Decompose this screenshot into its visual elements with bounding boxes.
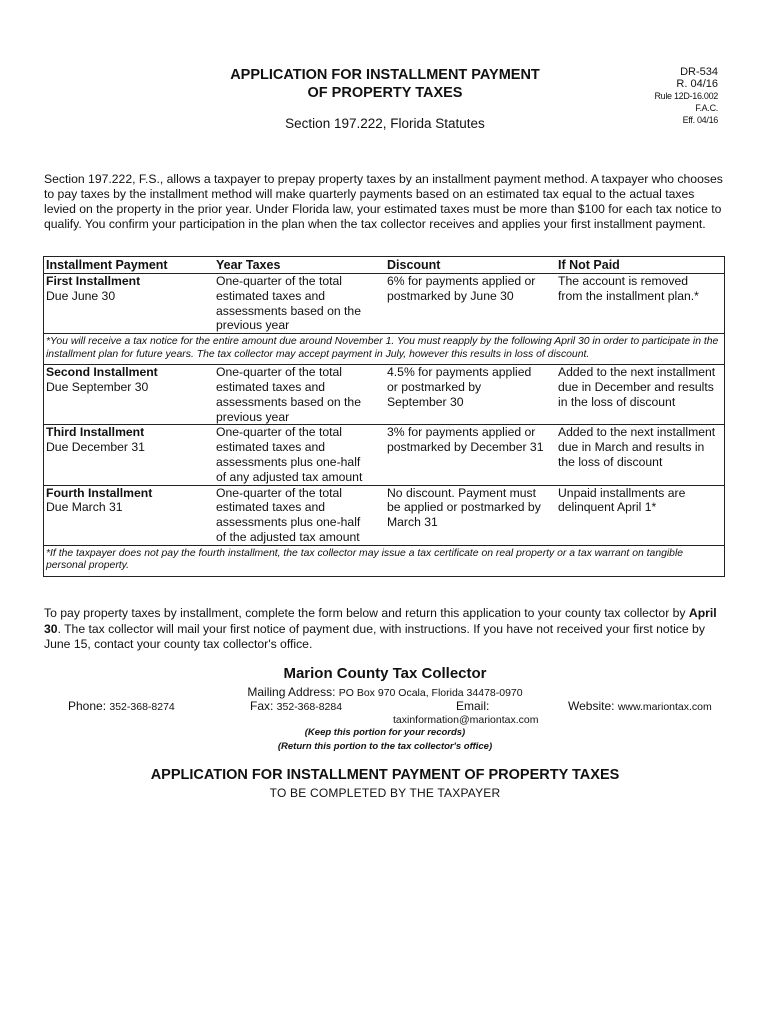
cell-line: 4.5% for payments applied <box>387 365 532 380</box>
cell-line: One-quarter of the total <box>216 425 343 440</box>
application-section-title: APPLICATION FOR INSTALLMENT PAYMENT OF PROPERTY TAXES <box>150 767 620 783</box>
fax-label: Fax: <box>250 699 277 713</box>
email-link[interactable]: taxinformation@mariontax.com <box>393 714 539 726</box>
cell-line: postmarked by December 31 <box>387 440 544 455</box>
installment-due: Due March 31 <box>46 500 123 515</box>
cell-line: of the adjusted tax amount <box>216 529 360 544</box>
fax-info <box>250 699 342 713</box>
intro-paragraph: Section 197.222, F.S., allows a taxpayer to prepay property taxes by an installment payment method. A taxpayer who chooses to pay taxes by the installment method will make quarterly payments based on an estimated tax equal to the actual taxes levied on the property in the prior year. Under Florida law, your estimated taxes must be more than $100 for each tax notice to qualify. You confirm your participation in the plan when the tax collector receives and applies your first installment payment. <box>44 172 723 231</box>
cell-line: assessments based on the <box>216 394 361 409</box>
cell-line: One-quarter of the total <box>216 365 343 380</box>
not-paid-cell <box>556 425 724 484</box>
table-row <box>44 485 724 545</box>
installment-cell <box>44 274 214 333</box>
cell-line: previous year <box>216 409 290 424</box>
cell-line: the loss of discount <box>558 454 663 469</box>
cell-line: One-quarter of the total <box>216 274 343 288</box>
mailing-value: PO Box 970 Ocala, Florida 34478-0970 <box>338 687 523 699</box>
year-taxes-cell <box>214 365 385 424</box>
installment-name: Second Installment <box>46 365 158 380</box>
cell-line: One-quarter of the total <box>216 485 343 500</box>
installment-table <box>43 256 725 577</box>
year-taxes-cell <box>214 274 385 333</box>
discount-cell <box>385 486 556 545</box>
table-header-row <box>44 257 724 274</box>
phone-value: 352-368-8274 <box>109 701 175 713</box>
installment-due: Due September 30 <box>46 379 149 394</box>
form-rule: Rule 12D-16.002 <box>654 91 718 101</box>
page-title-line2: OF PROPERTY TAXES <box>307 85 463 101</box>
cell-line: assessments plus one-half <box>216 515 361 530</box>
website-label: Website: <box>568 699 618 713</box>
cell-line: previous year <box>216 318 290 333</box>
return-portion-note: (Return this portion to the tax collector's office) <box>277 741 493 752</box>
discount-cell <box>385 425 556 484</box>
cell-line: due in March and results in <box>558 440 705 455</box>
installment-name: Fourth Installment <box>46 485 153 500</box>
cell-line: assessments based on the <box>216 303 361 318</box>
table-footnote-reapply: *You will receive a tax notice for the entire amount due around November 1. You must reapply by the following April 30 in order to participate in the installment plan for future years. The tax collector may accept payment in July, however this results in loss of discount. <box>44 333 724 365</box>
installment-cell <box>44 486 214 545</box>
email-label: Email: <box>456 699 490 713</box>
form-identifier <box>654 66 718 126</box>
cell-line: Unpaid installments are <box>558 485 686 500</box>
form-revision: R. 04/16 <box>676 78 718 90</box>
cell-line: September 30 <box>387 394 464 409</box>
phone-label: Phone: <box>68 699 110 713</box>
not-paid-cell <box>556 486 724 545</box>
cell-line: be applied or postmarked by <box>387 500 541 515</box>
page-title-line1: APPLICATION FOR INSTALLMENT PAYMENT <box>230 67 540 83</box>
application-section-subtitle: TO BE COMPLETED BY THE TAXPAYER <box>269 786 501 800</box>
header-if-not-paid: If Not Paid <box>558 258 620 272</box>
office-name: Marion County Tax Collector <box>283 665 487 682</box>
header-installment-payment: Installment Payment <box>46 258 168 272</box>
cell-line: assessments plus one-half <box>216 454 361 469</box>
phone-info <box>68 699 175 713</box>
form-number: DR-534 <box>680 66 718 78</box>
cell-line: postmarked by June 30 <box>387 288 514 303</box>
installment-due: Due June 30 <box>46 288 116 303</box>
cell-line: due in December and results <box>558 379 714 394</box>
instructions-after: . The tax collector will mail your first notice of payment due, with instructions. If you have not received your first notice by June 15, contact your county tax collector's office. <box>44 621 705 651</box>
cell-line: in the loss of discount <box>558 394 676 409</box>
not-paid-cell <box>556 274 724 333</box>
form-fac: F.A.C. <box>695 103 718 113</box>
not-paid-cell <box>556 365 724 424</box>
installment-cell <box>44 365 214 424</box>
installment-name: Third Installment <box>46 425 145 440</box>
cell-line: from the installment plan.* <box>558 288 699 303</box>
cell-line: Added to the next installment <box>558 365 716 380</box>
cell-line: No discount. Payment must <box>387 485 537 500</box>
instructions-deadline: April 30 <box>44 606 717 636</box>
cell-line: of any adjusted tax amount <box>216 469 363 484</box>
installment-cell <box>44 425 214 484</box>
installment-name: First Installment <box>46 274 141 288</box>
header-discount: Discount <box>387 258 441 272</box>
cell-line: 6% for payments applied or <box>387 274 536 288</box>
cell-line: estimated taxes and <box>216 500 326 515</box>
statute-subtitle: Section 197.222, Florida Statutes <box>285 116 485 131</box>
cell-line: Added to the next installment <box>558 425 716 440</box>
discount-cell <box>385 274 556 333</box>
table-row <box>44 274 724 333</box>
cell-line: estimated taxes and <box>216 288 326 303</box>
instructions-before: To pay property taxes by installment, complete the form below and return this application to your county tax collector by <box>44 606 689 620</box>
website-link[interactable]: www.mariontax.com <box>617 701 712 713</box>
table-footnote-fourth: *If the taxpayer does not pay the fourth installment, the tax collector may issue a tax certificate on real property or a tax warrant on tangible personal property. <box>44 545 724 576</box>
year-taxes-cell <box>214 486 385 545</box>
mailing-address <box>0 685 770 699</box>
header-year-taxes: Year Taxes <box>216 258 281 272</box>
cell-line: estimated taxes and <box>216 440 326 455</box>
cell-line: March 31 <box>387 515 438 530</box>
mailing-label: Mailing Address: <box>247 685 339 699</box>
cell-line: delinquent April 1* <box>558 500 657 515</box>
discount-cell <box>385 365 556 424</box>
instructions-paragraph <box>44 606 726 653</box>
fax-value: 352-368-8284 <box>276 701 343 713</box>
form-effective: Eff. 04/16 <box>682 115 718 125</box>
cell-line: estimated taxes and <box>216 379 326 394</box>
website-info <box>568 699 712 713</box>
cell-line: or postmarked by <box>387 379 482 394</box>
table-row <box>44 365 724 424</box>
year-taxes-cell <box>214 425 385 484</box>
keep-portion-note: (Keep this portion for your records) <box>304 727 466 738</box>
cell-line: The account is removed <box>558 274 689 288</box>
installment-due: Due December 31 <box>46 440 145 455</box>
cell-line: 3% for payments applied or <box>387 425 536 440</box>
table-row <box>44 424 724 484</box>
